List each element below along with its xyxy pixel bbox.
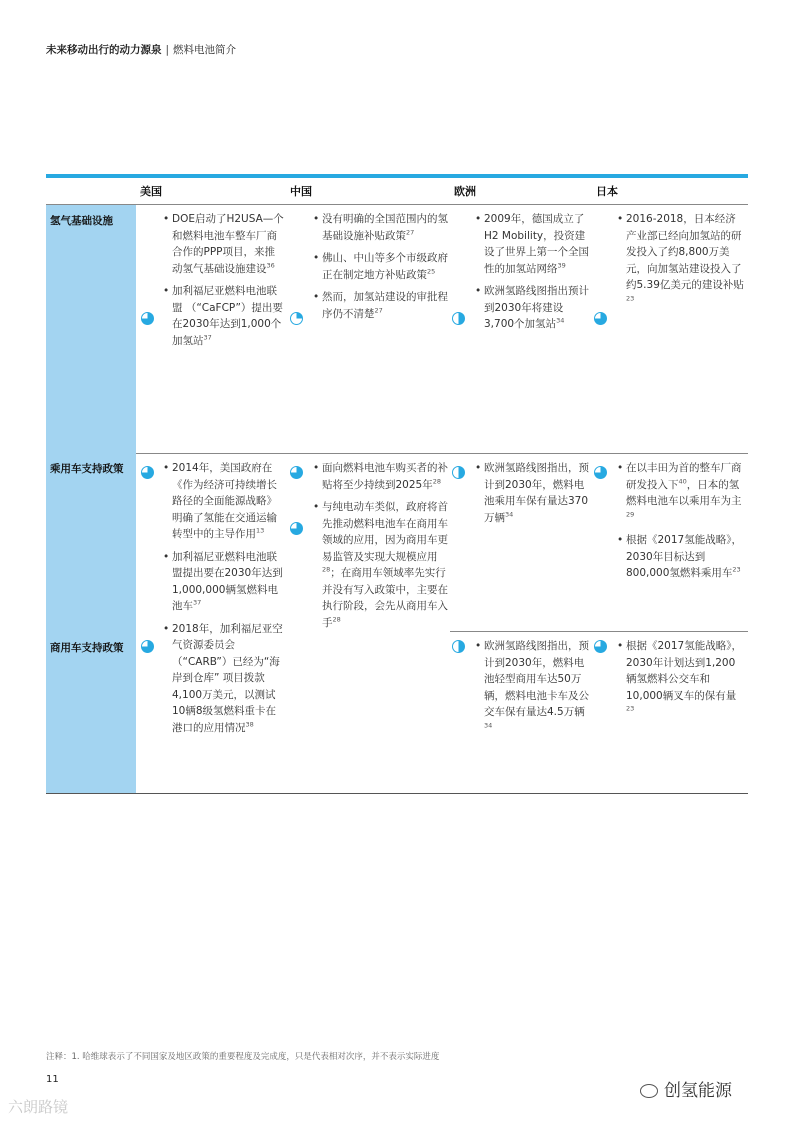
list-item: • 加利福尼亚燃料电池联盟提出要在2030年达到1,000,000辆氢燃料电池车$^{37}$ [162,549,284,615]
column-header-usa: 美国 [140,185,162,198]
list-item: • 欧洲氢路线图指出，预计到2030年，燃料电池乘用车保有量达370万辆$^{34}$ [474,460,590,526]
list-item: • 然而，加氢站建设的审批程序仍不清楚$^{27}$ [312,289,448,322]
harvey-ball-icon [141,640,154,653]
cell-commercial-japan [616,638,744,727]
list-item: • 欧洲氢路线图指出，预计到2030年，燃料电池轻型商用车达50万辆，燃料电池卡车及公交车保有量达4.5万辆$^{34}$ [474,638,590,737]
row-label-passenger-vehicle-policy: 乘用车支持政策 [50,463,124,475]
harvey-ball-icon [290,466,303,479]
row-label-commercial-vehicle-policy: 商用车支持政策 [50,642,124,654]
header-subtitle: 燃料电池简介 [173,44,237,56]
cell-passenger-china [312,460,448,637]
list-item: • 加利福尼亚燃料电池联盟 （“CaFCP”）提出要在2030年达到1,000个加氢站$^{37}$ [162,283,284,349]
harvey-ball-icon [594,312,607,325]
harvey-ball-icon [290,522,303,535]
watermark-right: 创氢能源 [640,1076,732,1101]
footnote: 注释：1. 哈维球表示了不同国家及地区政策的重要程度及完成度，只是代表相对次序，并不表示实际进度 [46,1052,440,1062]
list-item: • 2014年，美国政府在《作为经济可持续增长路径的全面能源战略》明确了氢能在交通运输转型中的主导作用$^{13}$ [162,460,284,543]
cell-infrastructure-europe [474,211,590,339]
list-item: • 在以丰田为首的整车厂商研发投入下$^{40}$，日本的氢燃料电池车以乘用车为主$^{29}$ [616,460,744,526]
list-item: • 欧洲氢路线图指出预计到2030年将建设3,700个加氢站$^{34}$ [474,283,590,333]
row-divider [136,453,748,454]
list-item: • 根据《2017氢能战略》，2030年目标达到800,000氢燃料乘用车$^{23}$ [616,532,744,582]
list-item: • 2018年，加利福尼亚空气资源委员会（“CARB”）已经为“海岸到仓库” 项目拨款4,100万美元，以测试10辆8级氢燃料重卡在港口的应用情况$^{38}$ [162,621,284,737]
cell-passenger-usa [162,460,284,742]
row-divider [450,631,748,632]
row-label-column [46,204,136,793]
header-separator: | [165,44,170,56]
page-header [46,42,236,57]
policy-table [46,174,748,794]
harvey-ball-icon [594,640,607,653]
header-divider [46,204,748,205]
column-header-japan: 日本 [596,185,618,198]
cell-infrastructure-usa [162,211,284,355]
wechat-icon [640,1084,658,1098]
list-item: • 没有明确的全国范围内的氢基础设施补贴政策$^{27}$ [312,211,448,244]
list-item: • 面向燃料电池车购买者的补贴将至少持续到2025年$^{28}$ [312,460,448,493]
column-header-europe: 欧洲 [454,185,476,198]
cell-infrastructure-china [312,211,448,328]
row-label-hydrogen-infrastructure: 氢气基础设施 [50,215,113,227]
cell-passenger-europe [474,460,590,532]
table-top-rule [46,174,748,178]
cell-infrastructure-japan [616,211,744,316]
cell-passenger-japan [616,460,744,588]
list-item: • 2009年，德国成立了H2 Mobility，投资建设了世界上第一个全国性的加氢站网络$^{39}$ [474,211,590,277]
harvey-ball-icon [452,466,465,479]
watermark-left: 六朗路镜 [8,1098,69,1116]
list-item: • 与纯电动车类似，政府将首先推动燃料电池车在商用车领域的应用，因为商用车更易监管及实现大规模应用$^{28}$；在商用车领域率先实行并没有写入政策中，主要在执行阶段，会先从商用车入手$^{28}$ [312,499,448,631]
harvey-ball-icon [141,312,154,325]
harvey-ball-icon [452,312,465,325]
list-item: • 根据《2017氢能战略》，2030年计划达到1,200辆氢燃料公交车和10,000辆叉车的保有量$^{23}$ [616,638,744,721]
column-header-china: 中国 [290,185,312,198]
cell-commercial-europe [474,638,590,743]
harvey-ball-icon [594,466,607,479]
harvey-ball-icon [141,466,154,479]
list-item: • 佛山、中山等多个市级政府正在制定地方补贴政策$^{25}$ [312,250,448,283]
harvey-ball-icon [452,640,465,653]
list-item: • 2016-2018，日本经济产业部已经向加氢站的研发投入了约8,800万美元，向加氢站建设投入了约5.39亿美元的建设补贴$^{23}$ [616,211,744,310]
list-item: • DOE启动了H2USA—个和燃料电池车整车厂商合作的PPP项目，来推动氢气基础设施建设$^{36}$ [162,211,284,277]
harvey-ball-icon [290,312,303,325]
table-bottom-rule [46,793,748,794]
header-title: 未来移动出行的动力源泉 [46,44,162,56]
page-number: 11 [46,1074,59,1085]
